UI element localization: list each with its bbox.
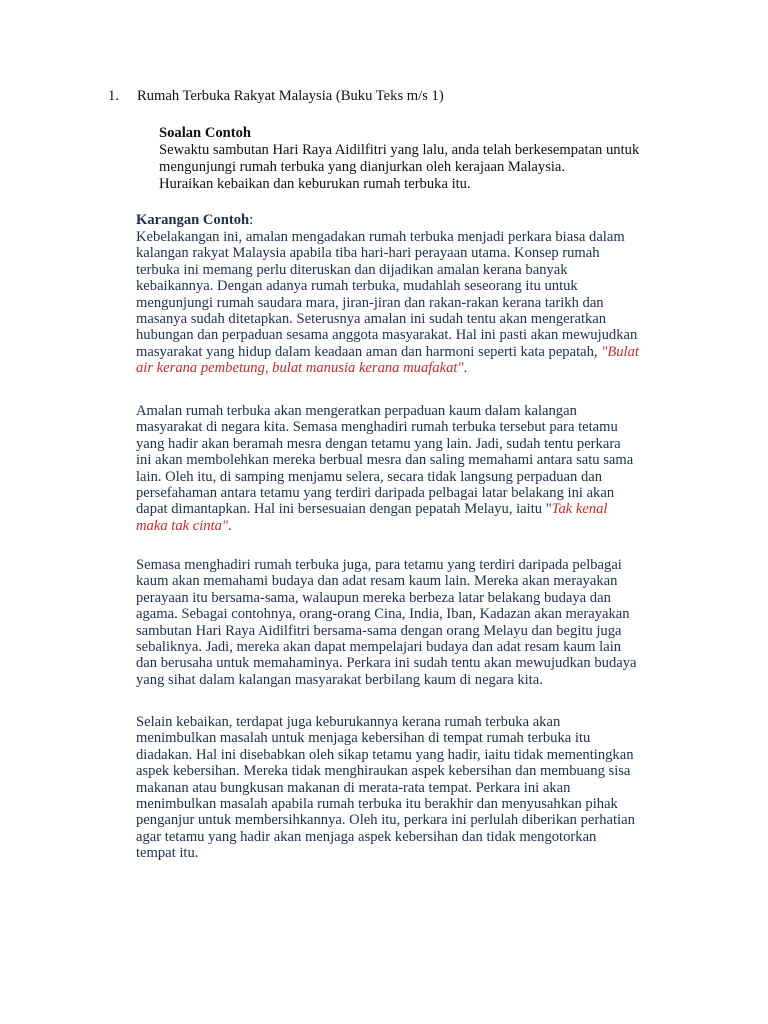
essay-paragraph-4 — [136, 714, 656, 862]
p2-line-quote — [136, 518, 656, 534]
question-line-2: mengunjungi rumah terbuka yang dianjurkan oleh kerajaan Malaysia. — [159, 159, 566, 175]
proverb-quote-2b: maka tak cinta" — [136, 517, 229, 534]
p1-line-last — [136, 344, 656, 360]
p3-line: dan berusaha untuk memahaminya. Perkara ini sudah tentu akan mewujudkan budaya — [136, 655, 637, 672]
p4-line: menimbulkan masalah apabila rumah terbuka itu berakhir dan menyusahkan pihak — [136, 796, 618, 813]
p4-line: Selain kebaikan, terdapat juga keburukannya kerana rumah terbuka akan — [136, 714, 561, 730]
p4-line: diadakan. Hal ini disebabkan oleh sikap tetamu yang hadir, iaitu tidak mementingkan — [136, 746, 634, 763]
p2-last-plain: dapat dimantapkan. Hal ini bersesuaian dengan pepatah Melayu, iaitu — [136, 501, 546, 518]
p1-end: . — [463, 360, 468, 377]
p2-line-last — [136, 501, 656, 517]
p3-line: yang sihat dalam kalangan masyarakat berbilang kaum di negara kita. — [136, 671, 543, 688]
p1-line-quote — [136, 360, 656, 376]
p2-line: persefahaman antara tetamu yang terdiri daripada pelbagai latar belakang ini akan — [136, 485, 615, 502]
question-label: Soalan Contoh — [159, 125, 252, 141]
p3-line: perayaan itu bersama-sama, walaupun mereka berbeza latar belakang budaya dan — [136, 589, 611, 606]
proverb-quote-1b: air kerana pembetung, bulat manusia kerana muafakat" — [136, 360, 464, 377]
essay-paragraph-1 — [136, 229, 656, 377]
p2-line: masyarakat di negara kita. Semasa menghadiri rumah terbuka tersebut para tetamu — [136, 419, 618, 436]
p4-line: agar tetamu yang hadir akan menjaga aspek kebersihan dan tidak mengotorkan — [136, 828, 597, 845]
p1-line: Kebelakangan ini, amalan mengadakan rumah terbuka menjadi perkara biasa dalam — [136, 229, 625, 245]
p3-line: Semasa menghadiri rumah terbuka juga, para tetamu yang terdiri daripada pelbagai — [136, 557, 622, 573]
question-line-3: Huraikan kebaikan dan keburukan rumah terbuka itu. — [159, 176, 471, 192]
essay-paragraph-3 — [136, 557, 656, 688]
p2-line: yang hadir akan beramah mesra dengan tetamu yang lain. Jadi, sudah tentu perkara — [136, 435, 621, 452]
p1-line: masanya sudah ditetapkan. Seterusnya amalan ini sudah tentu akan mengeratkan — [136, 311, 607, 328]
p3-line: sambutan Hari Raya Aidilfitri bersama-sama dengan orang Melayu dan begitu juga — [136, 622, 622, 639]
p2-end: . — [228, 517, 232, 534]
p3-line: kaum akan memahami budaya dan adat resam kaum lain. Mereka akan merayakan — [136, 573, 618, 590]
p3-line: agama. Sebagai contohnya, orang-orang Cina, India, Iban, Kadazan akan merayakan — [136, 606, 630, 623]
proverb-quote-1a: "Bulat — [601, 343, 639, 360]
p4-line: makanan atau bungkusan makanan di merata-rata tempat. Perkara ini akan — [136, 779, 571, 796]
p1-line: terbuka ini memang perlu diteruskan dan dijadikan amalan kerana banyak — [136, 261, 568, 278]
question-line-1: Sewaktu sambutan Hari Raya Aidilfitri yang lalu, anda telah berkesempatan untuk — [159, 142, 640, 158]
p2-quote-open: " — [545, 501, 552, 518]
p3-line: sebaliknya. Jadi, mereka akan dapat mempelajari budaya dan adat resam kaum lain — [136, 639, 622, 656]
heading-title: Rumah Terbuka Rakyat Malaysia (Buku Teks m/s 1) — [137, 88, 444, 104]
essay-paragraph-2 — [136, 403, 656, 534]
essay-label-colon: : — [249, 212, 254, 228]
essay-label — [136, 212, 253, 229]
p1-line: hubungan dan perpaduan sesama anggota masyarakat. Hal ini pasti akan mewujudkan — [136, 327, 638, 344]
p2-line: ini akan membolehkan mereka berbual mesra dan saling memahami antara satu sama — [136, 452, 634, 469]
p1-line: mengunjungi rumah saudara mara, jiran-jiran dan rakan-rakan kerana tarikh dan — [136, 294, 604, 311]
p1-line: kebaikannya. Dengan adanya rumah terbuka, mudahlah seseorang itu untuk — [136, 278, 578, 295]
p1-line: kalangan rakyat Malaysia apabila tiba hari-hari perayaan utama. Konsep rumah — [136, 245, 600, 262]
p4-line: aspek kebersihan. Mereka tidak menghiraukan aspek kebersihan dan membuang sisa — [136, 763, 631, 780]
proverb-quote-2a: Tak kenal — [551, 501, 608, 518]
p2-line: Amalan rumah terbuka akan mengeratkan perpaduan kaum dalam kalangan — [136, 403, 577, 419]
p4-line: penganjur untuk membersihkannya. Oleh itu, perkara ini perlulah diberikan perhatian — [136, 812, 635, 829]
heading-number: 1. — [108, 88, 119, 104]
p2-line: lain. Oleh itu, di samping menjamu selera, secara tidak langsung perpaduan dan — [136, 468, 603, 485]
p4-line: menimbulkan masalah untuk menjaga kebersihan di tempat rumah terbuka itu — [136, 730, 591, 747]
essay-label-text: Karangan Contoh — [136, 212, 250, 228]
p1-last-plain: masyarakat yang hidup dalam keadaan aman dan harmoni seperti kata pepatah, — [136, 343, 602, 360]
p4-line: tempat itu. — [136, 845, 199, 862]
